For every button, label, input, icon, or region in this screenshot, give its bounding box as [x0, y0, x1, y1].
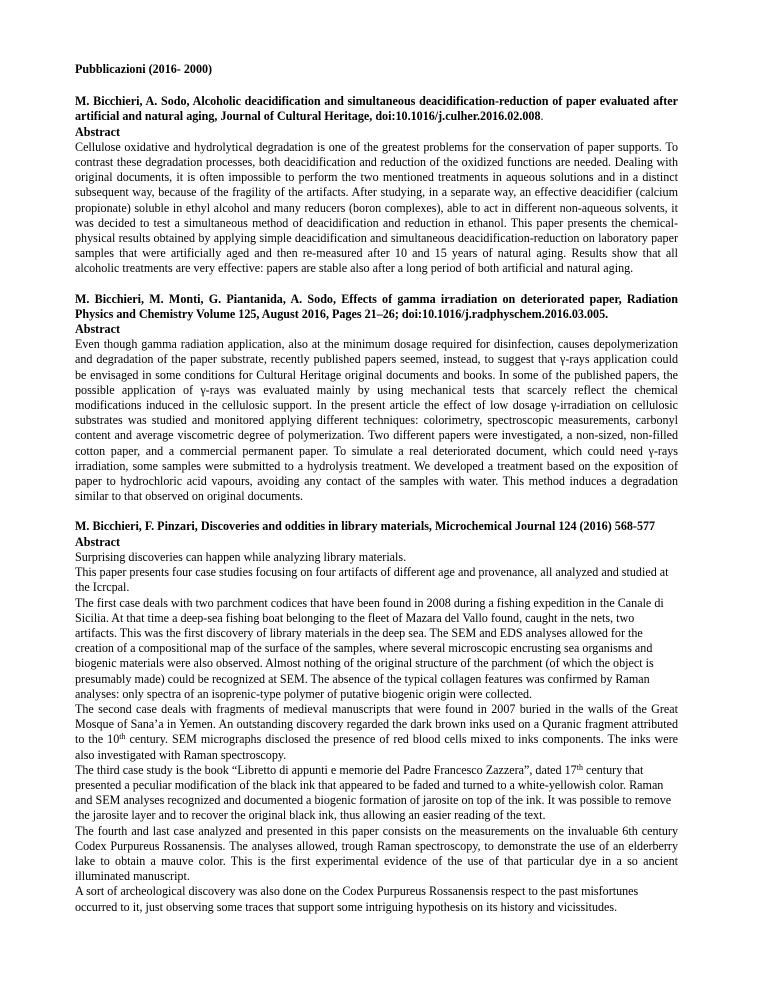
superscript: th [576, 762, 583, 772]
abstract-paragraph: Cellulose oxidative and hydrolytical degradation is one of the greatest problems for the conservation of paper supports. To contrast these degradation processes, both deacidification and reduction of the oxidized functions are needed. Dealing with original documents, it is often impossible to perform the two mentioned treatments in aqueous solutions and in a distinct subsequent way, because of the fragility of the artifacts. After studying, in a separate way, an effective deacidifier (calcium propionate) soluble in ethyl alcohol and many reducers (boron complexes), able to act in different non-aqueous solvents, it was decided to test a simultaneous method of deacidification and reduction in ethanol. This paper presents the chemical-physical results obtained by applying simple deacidification and simultaneous deacidification-reduction on laboratory paper samples that were artificially aged and then re-measured after 10 and 15 years of natural aging. Results show that all alcoholic treatments are very effective: papers are stable also after a long period of both artificial and natural aging. [75, 139, 678, 276]
abstract-paragraph: A sort of archeological discovery was also done on the Codex Purpureus Rossanensis respect to the past misfortunes occurred to it, just observing some traces that support some intriguing hypothesis on its history and vicissitudes. [75, 884, 639, 914]
abstract-paragraph: The first case deals with two parchment codices that have been found in 2008 during a fishing expedition in the Canale di Sicilia. At that time a deep-sea fishing boat belonging to the fleet of Mazara del Vallo found, caught in the nets, two artifacts. This was the first discovery of library materials in the deep sea. The SEM and EDS analyses allowed for the creation of a compositional map of the surface of the samples, where several microscopic encrusting sea organisms and biogenic materials were also observed. Almost nothing of the original structure of the parchment (of which the object is presumably made) could be recognized at SEM. The absence of the typical collagen features was confirmed by Raman analyses: only spectra of an isoprenic-type polymer of putative biogenic origin were collected. [75, 595, 664, 701]
paragraph-text: century that presented a peculiar modification of the black ink that appeared to be faded and turned to a white-yellowish color. Raman and SEM analyses recognized and documented a biogenic formation of jarosite on top of the ink. It was possible to remove the jarosite layer and to recover the original black ink, thus allowing an easier reading of the text. [75, 762, 672, 823]
superscript: th [119, 732, 126, 742]
citation: M. Bicchieri, M. Monti, G. Piantanida, A. Sodo, Effects of gamma irradiation on deteriorated paper, Radiation Physics and Chemistry Volume 125, August 2016, Pages 21–26; doi:10.1016/j.radphyschem.2016.03.005. [75, 291, 678, 321]
citation [75, 94, 678, 124]
paragraph-text: The third case study is the book “Libretto di appunti e memorie del Padre Francesco Zazzera”, dated 17 [75, 762, 577, 777]
abstract-paragraph [75, 763, 678, 824]
citation-text: M. Bicchieri, A. Sodo, Alcoholic deacidification and simultaneous deacidification-reduction of paper evaluated after artificial and natural aging, Journal of Cultural Heritage, doi:10.1016/j.culher.2016.02.008 [75, 94, 678, 124]
publication-entry-1 [75, 94, 678, 276]
abstract-paragraph: Even though gamma radiation application, also at the minimum dosage required for disinfection, causes depolymerization and degradation of the paper substrate, recently published papers seemed, instead, to suggest that γ-rays application could be envisaged in some conditions for Cultural Heritage original documents and books. In some of the published papers, the possible application of γ-rays was evaluated mainly by using mechanical tests that scarcely reflect the chemical modifications induced in the cellulosic support. In the present article the effect of low dosage γ-irradiation on cellulosic substrates was studied and monitored applying different techniques: colorimetry, spectroscopic measurements, carbonyl content and average viscometric degree of polymerization. Two different papers were investigated, a non-sized, non-filled cotton paper, and a commercial permanent paper. To simulate a real deteriorated document, which could need γ-rays irradiation, some samples were submitted to a hydrolysis treatment. We developed a treatment based on the exposition of paper to hydrochloric acid vapours, avoiding any contact of the samples with water. This method induces a degradation similar to that observed on original documents. [75, 337, 678, 504]
publication-entry-2 [75, 292, 678, 505]
paragraph-text: The second case deals with fragments of medieval manuscripts that were found in 2007 buried in the walls of the Great Mosque of Sana’a in Yemen. An outstanding discovery regarded the dark brown inks used on a Quranic fragment attributed to the 10 [75, 701, 678, 747]
abstract-paragraph: This paper presents four case studies focusing on four artifacts of different age and provenance, all analyzed and studied at the Icrcpal. [75, 565, 669, 595]
publication-entry-3 [75, 519, 678, 914]
abstract-paragraph: Surprising discoveries can happen while analyzing library materials. [75, 549, 407, 564]
abstract-paragraph: The fourth and last case analyzed and presented in this paper consists on the measurements on the invaluable 6th century Codex Purpureus Rossanensis. The analyses allowed, trough Raman spectroscopy, to demonstrate the use of an elderberry lake to obtain a mauve color. This is the first experimental evidence of the use of that particular dye in a so ancient illuminated manuscript. [75, 823, 678, 884]
page-heading: Pubblicazioni (2016- 2000) [75, 62, 213, 76]
paragraph-text: century. SEM micrographs disclosed the presence of red blood cells mixed to inks components. The inks were also investigated with Raman spectroscopy. [75, 732, 678, 762]
abstract-label: Abstract [75, 124, 121, 139]
citation: M. Bicchieri, F. Pinzari, Discoveries and oddities in library materials, Microchemical Journal 124 (2016) 568-577 [75, 519, 656, 534]
abstract-paragraph [75, 702, 678, 763]
citation-end: . [540, 109, 544, 124]
abstract-label: Abstract [75, 534, 121, 549]
abstract-label: Abstract [75, 322, 121, 337]
